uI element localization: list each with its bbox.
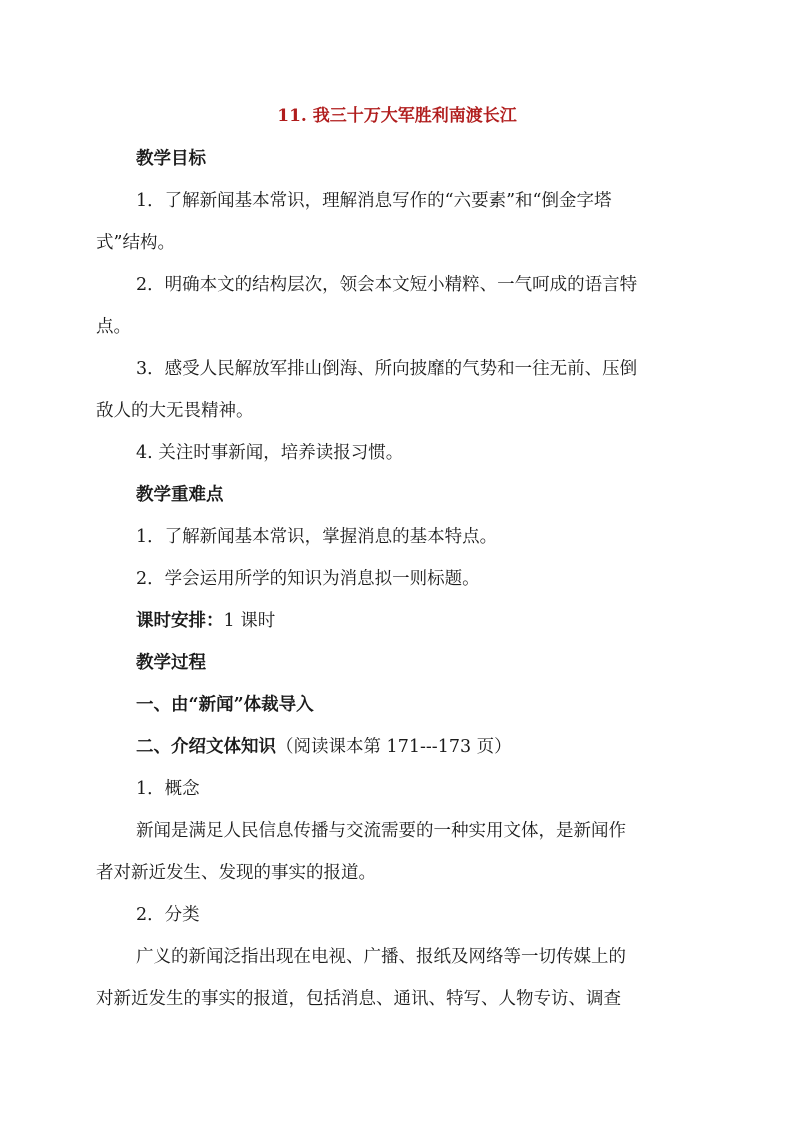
subsection-heading-line — [136, 732, 706, 762]
paragraph-line: 4. 关注时事新闻，培养读报习惯。 — [136, 443, 404, 463]
paragraph-line: 1．概念 — [136, 779, 200, 799]
paragraph-line: 广义的新闻泛指出现在电视、广播、报纸及网络等一切传媒上的 — [136, 947, 626, 967]
page-title: 11. 我三十万大军胜利南渡长江 — [277, 106, 517, 126]
paragraph-line: 2．明确本文的结构层次，领会本文短小精粹、一气呵成的语言特 — [136, 275, 638, 295]
subsection-heading: 二、介绍文体知识 — [136, 737, 276, 757]
class-hours-label: 课时安排： — [136, 611, 224, 631]
subsection-heading: 一、由“新闻”体裁导入 — [136, 695, 314, 715]
section-heading-process: 教学过程 — [136, 653, 206, 673]
paragraph-line: 敌人的大无畏精神。 — [96, 401, 254, 421]
reading-reference: （阅读课本第 171---173 页） — [276, 737, 512, 757]
paragraph-line: 2．分类 — [136, 905, 200, 925]
paragraph-line: 对新近发生的事实的报道，包括消息、通讯、特写、人物专访、调查 — [96, 989, 621, 1009]
section-heading-objectives: 教学目标 — [136, 149, 206, 169]
paragraph-line: 3．感受人民解放军排山倒海、所向披靡的气势和一往无前、压倒 — [136, 359, 638, 379]
class-hours-value: 1 课时 — [223, 611, 276, 631]
paragraph-line: 2．学会运用所学的知识为消息拟一则标题。 — [136, 569, 480, 589]
paragraph-line: 新闻是满足人民信息传播与交流需要的一种实用文体，是新闻作 — [136, 821, 626, 841]
paragraph-line: 者对新近发生、发现的事实的报道。 — [96, 863, 376, 883]
paragraph-line: 点。 — [96, 317, 131, 337]
section-heading-key-points: 教学重难点 — [136, 485, 224, 505]
paragraph-line: 式”结构。 — [96, 233, 175, 253]
paragraph-line: 1．了解新闻基本常识，掌握消息的基本特点。 — [136, 527, 498, 547]
class-hours-line — [136, 606, 706, 636]
paragraph-line: 1．了解新闻基本常识，理解消息写作的“六要素”和“倒金字塔 — [136, 191, 612, 211]
